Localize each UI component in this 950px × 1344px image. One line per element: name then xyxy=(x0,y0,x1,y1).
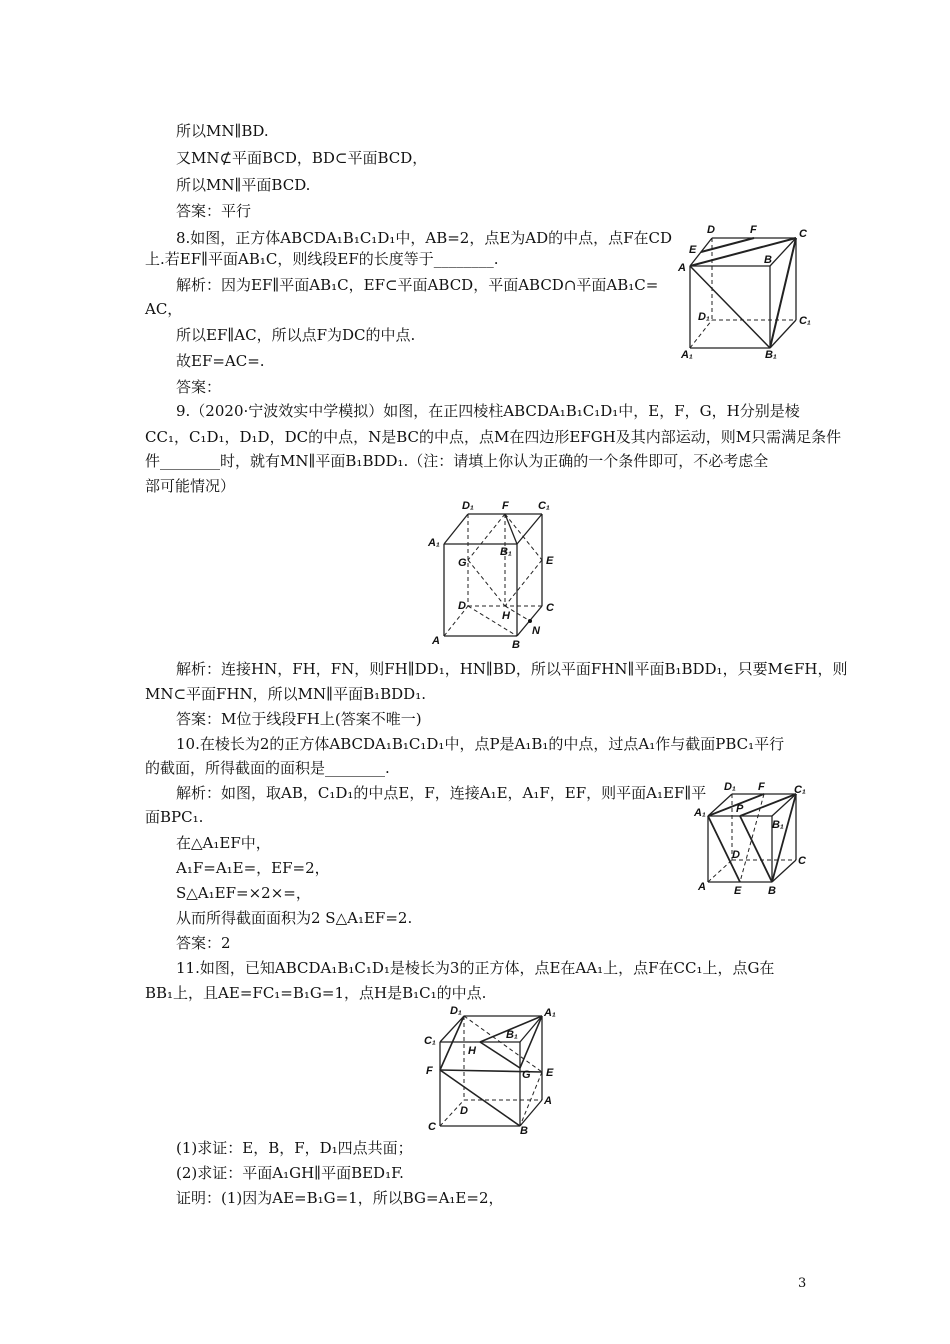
vertex-label: B xyxy=(768,885,776,897)
vertex-label: C₁ xyxy=(799,315,811,327)
text-line: 8.如图，正方体ABCDA₁B₁C₁D₁中，AB=2，点E为AD的中点，点F在CD xyxy=(176,229,673,247)
vertex-label: A xyxy=(544,1095,552,1107)
text-line: 故EF=AC=. xyxy=(176,352,265,370)
vertex-label: B xyxy=(764,254,772,266)
vertex-label: E xyxy=(546,1067,554,1079)
vertex-label: D₁ xyxy=(462,500,474,512)
vertex-label: D₁ xyxy=(450,1005,462,1017)
text-line: 解析：如图，取AB，C₁D₁的中点E，F，连接A₁E，A₁F，EF，则平面A₁EF∥平 xyxy=(176,784,707,802)
vertex-label: F xyxy=(502,500,509,512)
vertex-label: G xyxy=(458,557,467,569)
vertex-label: C₁ xyxy=(794,784,806,796)
page-number: 3 xyxy=(798,1276,807,1291)
vertex-label: D xyxy=(460,1105,468,1117)
vertex-label: A xyxy=(698,881,706,893)
vertex-label: H xyxy=(502,610,510,622)
text-line: 11.如图，已知ABCDA₁B₁C₁D₁是棱长为3的正方体，点E在AA₁上，点F在CC₁上，点G在 xyxy=(176,959,775,977)
figure-cube-q10 xyxy=(692,780,822,900)
text-line: BB₁上，且AE=FC₁=B₁G=1，点H是B₁C₁的中点. xyxy=(145,984,487,1002)
vertex-label: N xyxy=(532,625,540,637)
vertex-label: D₁ xyxy=(698,311,710,323)
text-line: 证明：(1)因为AE=B₁G=1，所以BG=A₁E=2， xyxy=(176,1189,504,1207)
text-line: MN⊂平面FHN，所以MN∥平面B₁BDD₁. xyxy=(145,685,426,703)
text-line: 答案：2 xyxy=(176,934,231,952)
vertex-label: F xyxy=(758,781,765,793)
vertex-label: D₁ xyxy=(724,781,736,793)
vertex-label: B₁ xyxy=(772,819,784,831)
vertex-label: B₁ xyxy=(765,349,777,361)
vertex-label: F xyxy=(750,224,757,236)
text-line: 10.在棱长为2的正方体ABCDA₁B₁C₁D₁中，点P是A₁B₁的中点，过点A₁作与截面PBC₁平行 xyxy=(176,735,785,753)
text-line: 9.（2020·宁波效实中学模拟）如图，在正四棱柱ABCDA₁B₁C₁D₁中，E，F，G，H分别是棱 xyxy=(176,402,800,420)
vertex-label: C xyxy=(799,228,807,240)
figure-cube-q11 xyxy=(420,1004,570,1136)
vertex-label: A xyxy=(678,262,686,274)
text-line: 所以MN∥BD. xyxy=(176,122,269,140)
text-line: 的截面，所得截面的面积是________. xyxy=(145,759,390,777)
text-line: 所以MN∥平面BCD. xyxy=(176,176,311,194)
text-line: S△A₁EF=×2×=， xyxy=(176,884,311,902)
vertex-label: C xyxy=(428,1121,436,1133)
vertex-label: D xyxy=(707,224,715,236)
figure-cube-q8 xyxy=(672,220,822,365)
vertex-label: F xyxy=(426,1065,433,1077)
text-line: AC， xyxy=(145,300,183,318)
vertex-label: B xyxy=(520,1125,528,1136)
vertex-label: C₁ xyxy=(538,500,550,512)
text-line: 解析：连接HN，FH，FN，则FH∥DD₁，HN∥BD，所以平面FHN∥平面B₁BDD₁，只要M∈FH，则 xyxy=(176,660,848,678)
vertex-label: C₁ xyxy=(424,1035,436,1047)
text-line: 所以EF∥AC，所以点F为DC的中点. xyxy=(176,326,416,344)
vertex-label: B₁ xyxy=(506,1029,518,1041)
vertex-label: A xyxy=(432,635,440,647)
text-line: 从而所得截面面积为2 S△A₁EF=2. xyxy=(176,909,413,927)
text-line: 件________时，就有MN∥平面B₁BDD₁.（注：请填上你认为正确的一个条件即可，不必考虑全 xyxy=(145,452,769,470)
vertex-label: B₁ xyxy=(500,546,512,558)
text-line: (1)求证：E，B，F，D₁四点共面； xyxy=(176,1139,413,1157)
vertex-label: E xyxy=(734,885,742,897)
vertex-label: H xyxy=(468,1045,476,1057)
vertex-label: A₁ xyxy=(694,807,706,819)
text-line: 上.若EF∥平面AB₁C，则线段EF的长度等于________. xyxy=(145,250,499,268)
vertex-label: P xyxy=(736,803,744,815)
vertex-label: C xyxy=(546,602,554,614)
text-line: 解析：因为EF∥平面AB₁C，EF⊂平面ABCD，平面ABCD∩平面AB₁C= xyxy=(176,276,659,294)
vertex-label: E xyxy=(546,555,554,567)
text-line: 部可能情况） xyxy=(145,477,236,495)
text-line: 面BPC₁. xyxy=(145,808,204,826)
vertex-label: D xyxy=(732,849,740,861)
text-line: 答案：M位于线段FH上(答案不唯一) xyxy=(176,710,422,728)
text-line: 又MN⊄平面BCD，BD⊂平面BCD， xyxy=(176,149,428,167)
vertex-label: C xyxy=(798,855,806,867)
vertex-label: G xyxy=(522,1069,531,1081)
text-line: 答案：平行 xyxy=(176,202,252,220)
vertex-label: E xyxy=(689,244,697,256)
figure-prism-q9 xyxy=(420,496,570,652)
text-line: 在△A₁EF中， xyxy=(176,834,271,852)
vertex-label: A₁ xyxy=(681,349,693,361)
vertex-label: A₁ xyxy=(428,537,440,549)
text-line: (2)求证：平面A₁GH∥平面BED₁F. xyxy=(176,1164,404,1182)
vertex-label: D xyxy=(458,600,466,612)
text-line: A₁F=A₁E=，EF=2， xyxy=(176,859,330,877)
text-line: 答案： xyxy=(176,378,222,396)
text-line: CC₁，C₁D₁，D₁D，DC的中点，N是BC的中点，点M在四边形EFGH及其内部运动，则M只需满足条件 xyxy=(145,428,842,446)
vertex-label: A₁ xyxy=(544,1007,556,1019)
vertex-label: B xyxy=(512,639,520,651)
